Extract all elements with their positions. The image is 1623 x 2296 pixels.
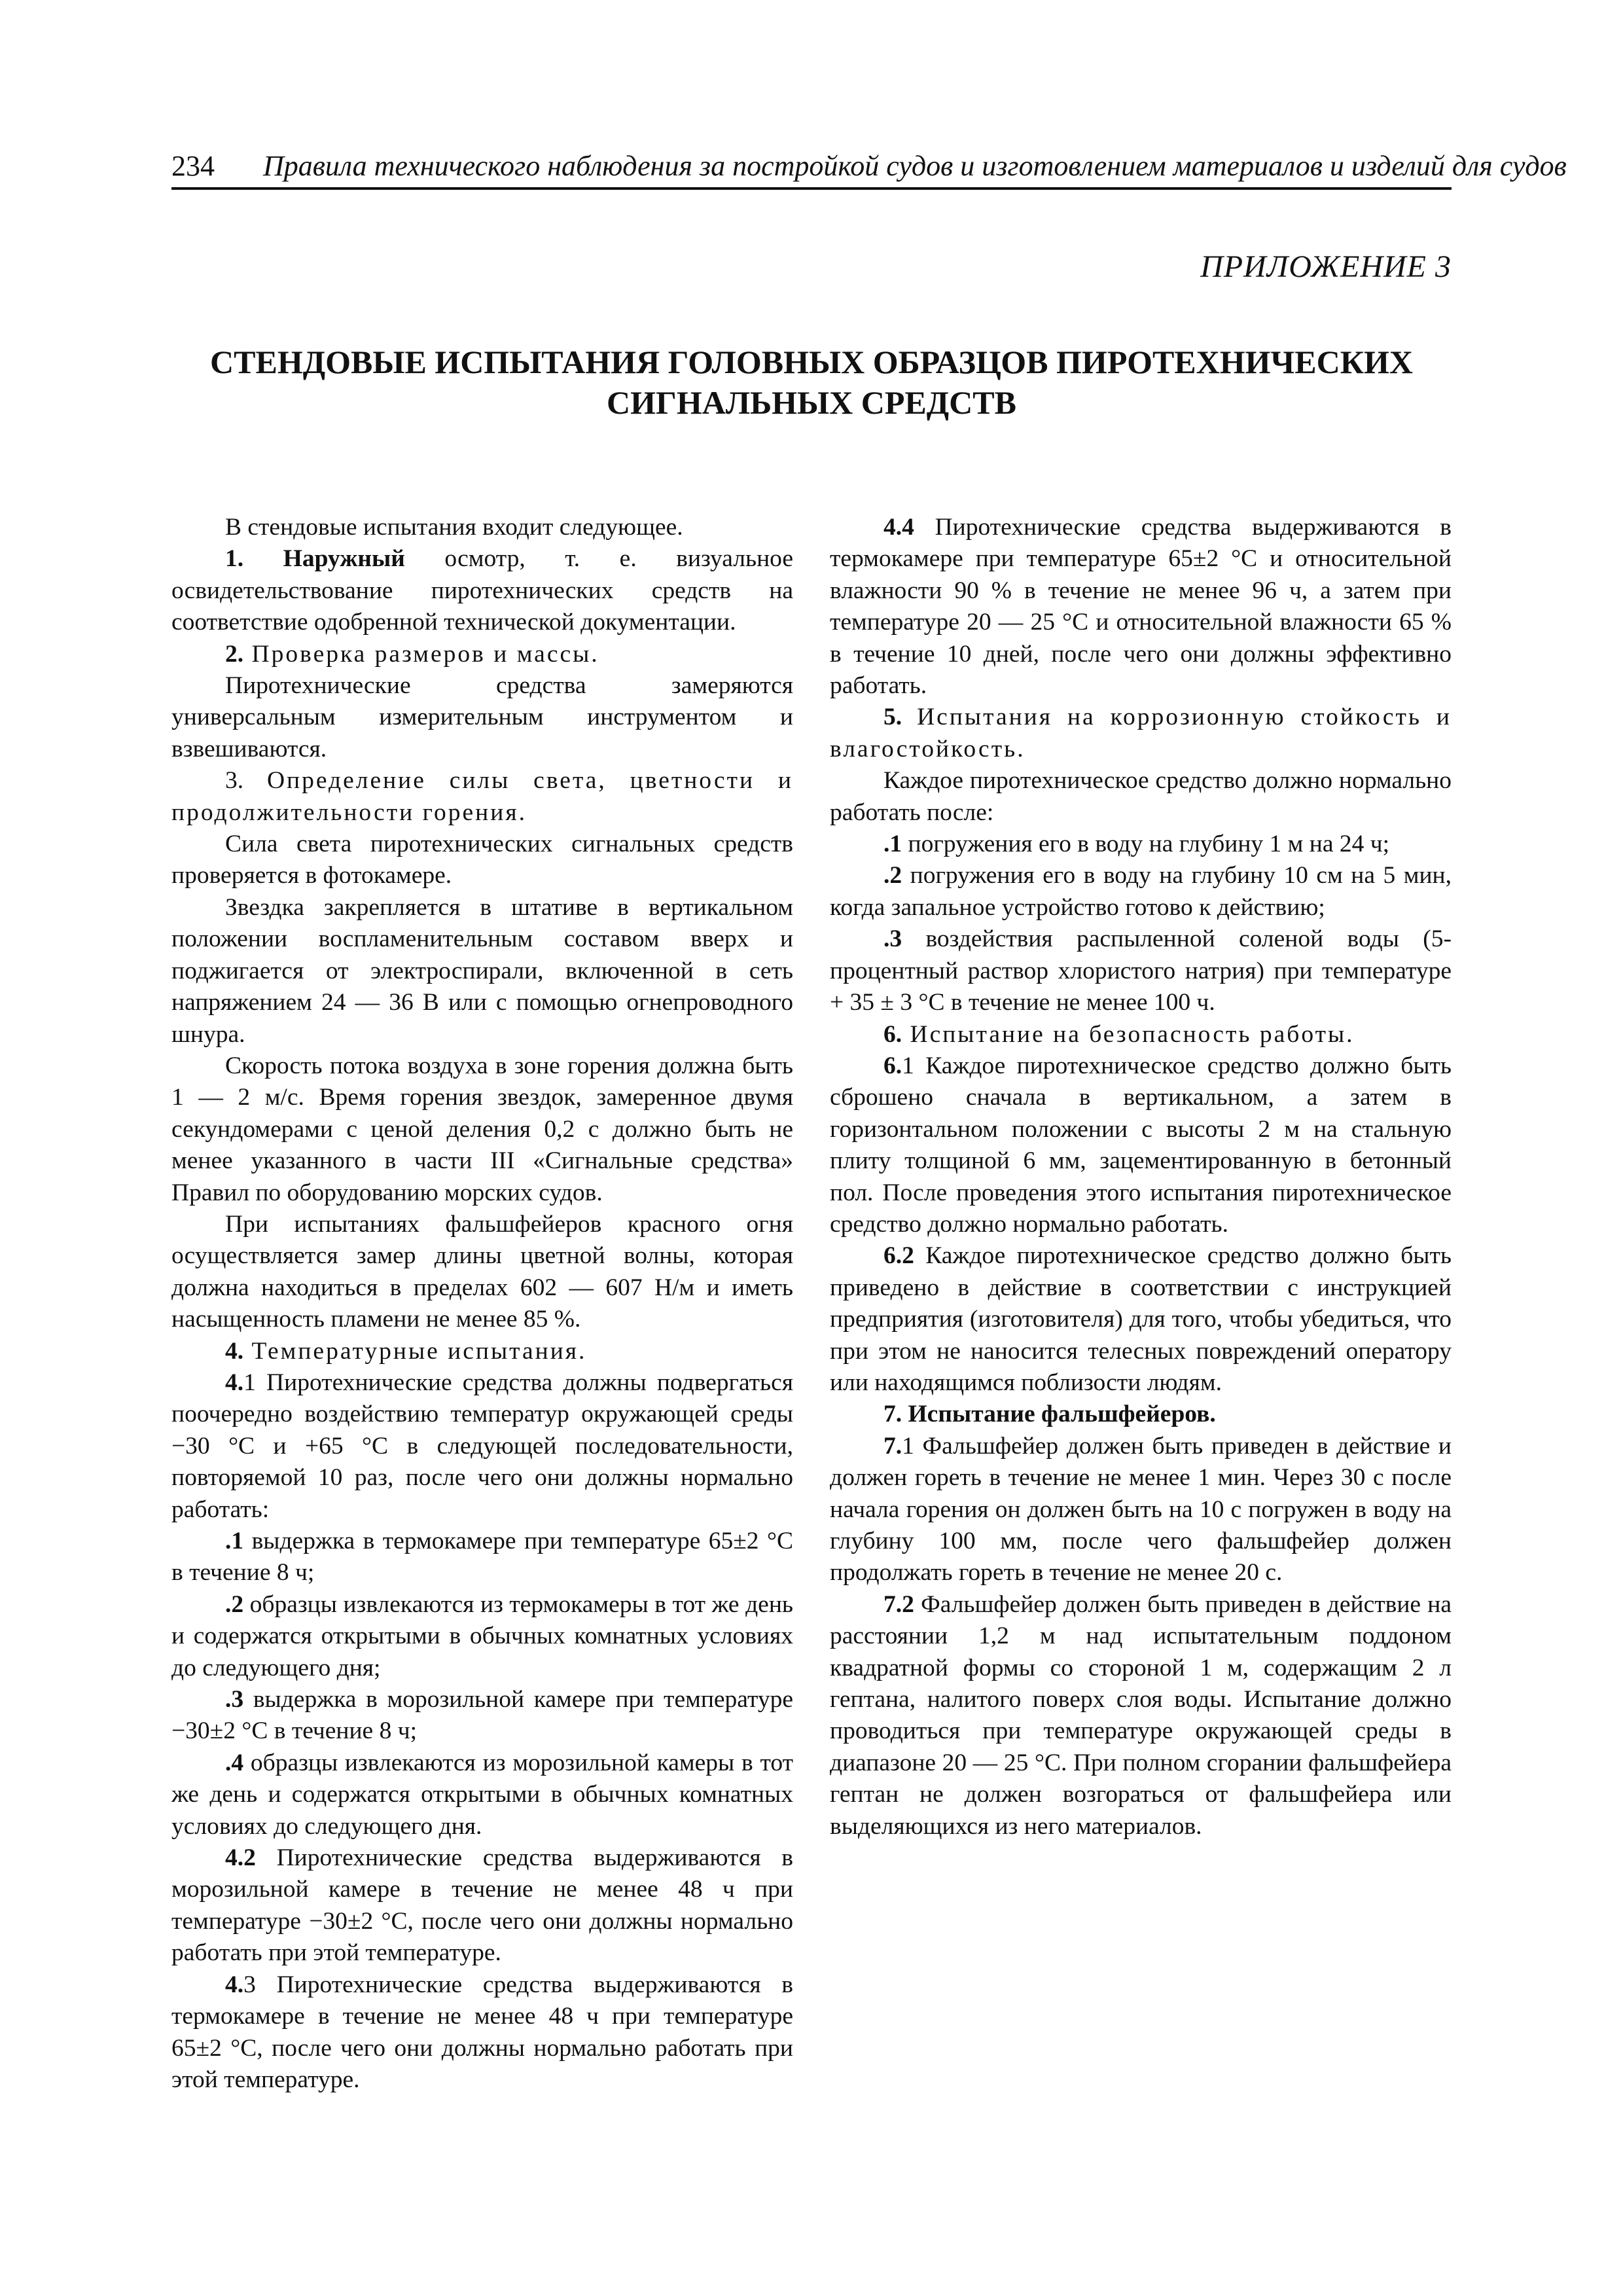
section-5-text: Каждое пиротехническое средство должно нормально работать после: — [830, 767, 1452, 826]
section-3-paragraph: Сила света пиротехнических сигнальных средств проверяется в фотокамере. — [171, 831, 793, 889]
section-2-heading: 2. Проверка размеров и массы. — [225, 640, 599, 668]
intro-paragraph: В стендовые испытания входит следующее. — [225, 514, 683, 541]
main-title — [171, 342, 1452, 423]
section-6-1: 6.1 Каждое пиротехническое средство должно быть сброшено сначала в вертикальном, а затем в горизонтальном положении с высоты 2 м на стальную плиту толщиной 6 мм, зацементированную в бетонный пол. После проведения этого испытания пиротехническое средство должно нормально работать. — [830, 1052, 1452, 1238]
section-2-text: Пиротехнические средства замеряются универсальным измерительным инструментом и взвешиваются. — [171, 672, 793, 762]
section-7-heading: 7. Испытание фальшфейеров. — [883, 1401, 1216, 1428]
section-3-heading: 3. Определение силы света, цветности и продолжительности горения. — [171, 767, 793, 826]
page-number: 234 — [171, 150, 215, 182]
section-3-paragraph: При испытаниях фальшфейеров красного огня осуществляется замер длины цветной волны, которая должна находиться в пределах 602 — 607 Н/м и иметь насыщенность пламени не менее 85 %. — [171, 1210, 793, 1333]
page-header — [171, 139, 1567, 186]
running-title: Правила технического наблюдения за постройкой судов и изготовлением материалов и изделий для судов — [263, 150, 1567, 182]
section-6-heading: 6. Испытание на безопасность работы. — [883, 1020, 1355, 1048]
section-7-2: 7.2 Фальшфейер должен быть приведен в действие на расстоянии 1,2 м над испытательным поддоном квадратной формы со стороной 1 м, содержащим 2 л гептана, налитого поверх слоя воды. Испытание должно проводиться при температуре окружающей среды в диапазоне 20 — 25 °C. При полном сгорании фальшфейера гептан не должен возгораться от фальшфейера или выделяющихся из него материалов. — [830, 1590, 1452, 1840]
section-4-4: 4.4 Пиротехнические средства выдерживаются в термокамере при температуре 65±2 °C и относительной влажности 90 % в течение не менее 96 ч, а затем при температуре 20 — 25 °C и относительной влажности 65 % в течение 10 дней, после чего они должны эффективно работать. — [830, 514, 1452, 700]
section-5-heading: 5. Испытания на коррозионную стойкость и влагостойкость. — [830, 704, 1452, 762]
section-6-2: 6.2 Каждое пиротехническое средство должно быть приведено в действие в соответствии с инструкцией предприятия (изготовителя) для того, чтобы убедиться, что при этом не наносится телесных повреждений оператору или находящимся поблизости людям. — [830, 1242, 1452, 1396]
section-7-1: 7.1 Фальшфейер должен быть приведен в действие и должен гореть в течение не менее 1 мин. Через 30 с после начала горения он должен быть на 10 с погружен в воду на глубину 100 мм, после чего фальшфейер должен продолжать гореть в течение не менее 20 с. — [830, 1432, 1452, 1587]
list-item: .2 погружения его в воду на глубину 10 см на 5 мин, когда запальное устройство готово к действию; — [830, 862, 1452, 921]
section-4-1: 4.1 Пиротехнические средства должны подвергаться поочередно воздействию температур окружающей среды −30 °C и +65 °C в следующей последовательности, повторяемой 10 раз, после чего они должны нормально работать: — [171, 1369, 793, 1523]
right-column — [830, 512, 1452, 1842]
title-line-1: СТЕНДОВЫЕ ИСПЫТАНИЯ ГОЛОВНЫХ ОБРАЗЦОВ ПИРОТЕХНИЧЕСКИХ — [210, 344, 1413, 380]
list-item: .3 воздействия распыленной соленой воды (5-процентный раствор хлористого натрия) при температуре + 35 ± 3 °C в течение не менее 100 ч. — [830, 925, 1452, 1016]
section-3-paragraph: Скорость потока воздуха в зоне горения должна быть 1 — 2 м/с. Время горения звездок, замеренное двумя секундомерами с ценой деления 0,2 с должно быть не менее указанного в части III «Сигнальные средства» Правил по оборудованию морских судов. — [171, 1052, 793, 1206]
list-item: .1 выдержка в термокамере при температуре 65±2 °C в течение 8 ч; — [171, 1528, 793, 1587]
list-item: .2 образцы извлекаются из термокамеры в тот же день и содержатся открытыми в обычных комнатных условиях до следующего дня; — [171, 1590, 793, 1681]
title-line-2: СИГНАЛЬНЫХ СРЕДСТВ — [607, 384, 1016, 421]
section-4-3: 4.3 Пиротехнические средства выдерживаются в термокамере в течение не менее 48 ч при температуре 65±2 °C, после чего они должны нормально работать при этой температуре. — [171, 1971, 793, 2093]
list-item: .1 погружения его в воду на глубину 1 м на 24 ч; — [883, 831, 1389, 858]
section-3-paragraph: Звездка закрепляется в штативе в вертикальном положении воспламенительным составом вверх и поджигается от электроспирали, включенной в сеть напряжением 24 — 36 В или с помощью огнепроводного шнура. — [171, 893, 793, 1048]
left-column — [171, 512, 793, 2096]
list-item: .3 выдержка в морозильной камере при температуре −30±2 °C в течение 8 ч; — [171, 1686, 793, 1745]
list-item: .4 образцы извлекаются из морозильной камеры в тот же день и содержатся открытыми в обычных комнатных условиях до следующего дня. — [171, 1749, 793, 1840]
section-1: 1. Наружный осмотр, т. е. визуальное освидетельствование пиротехнических средств на соответствие одобренной технической документации. — [171, 545, 794, 636]
header-rule — [171, 187, 1452, 190]
section-4-2: 4.2 Пиротехнические средства выдерживаются в морозильной камере в течение не менее 48 ч при температуре −30±2 °C, после чего они должны нормально работать при этой температуре. — [171, 1844, 793, 1967]
section-4-heading: 4. Температурные испытания. — [225, 1337, 587, 1365]
appendix-label: ПРИЛОЖЕНИЕ 3 — [1200, 249, 1452, 284]
